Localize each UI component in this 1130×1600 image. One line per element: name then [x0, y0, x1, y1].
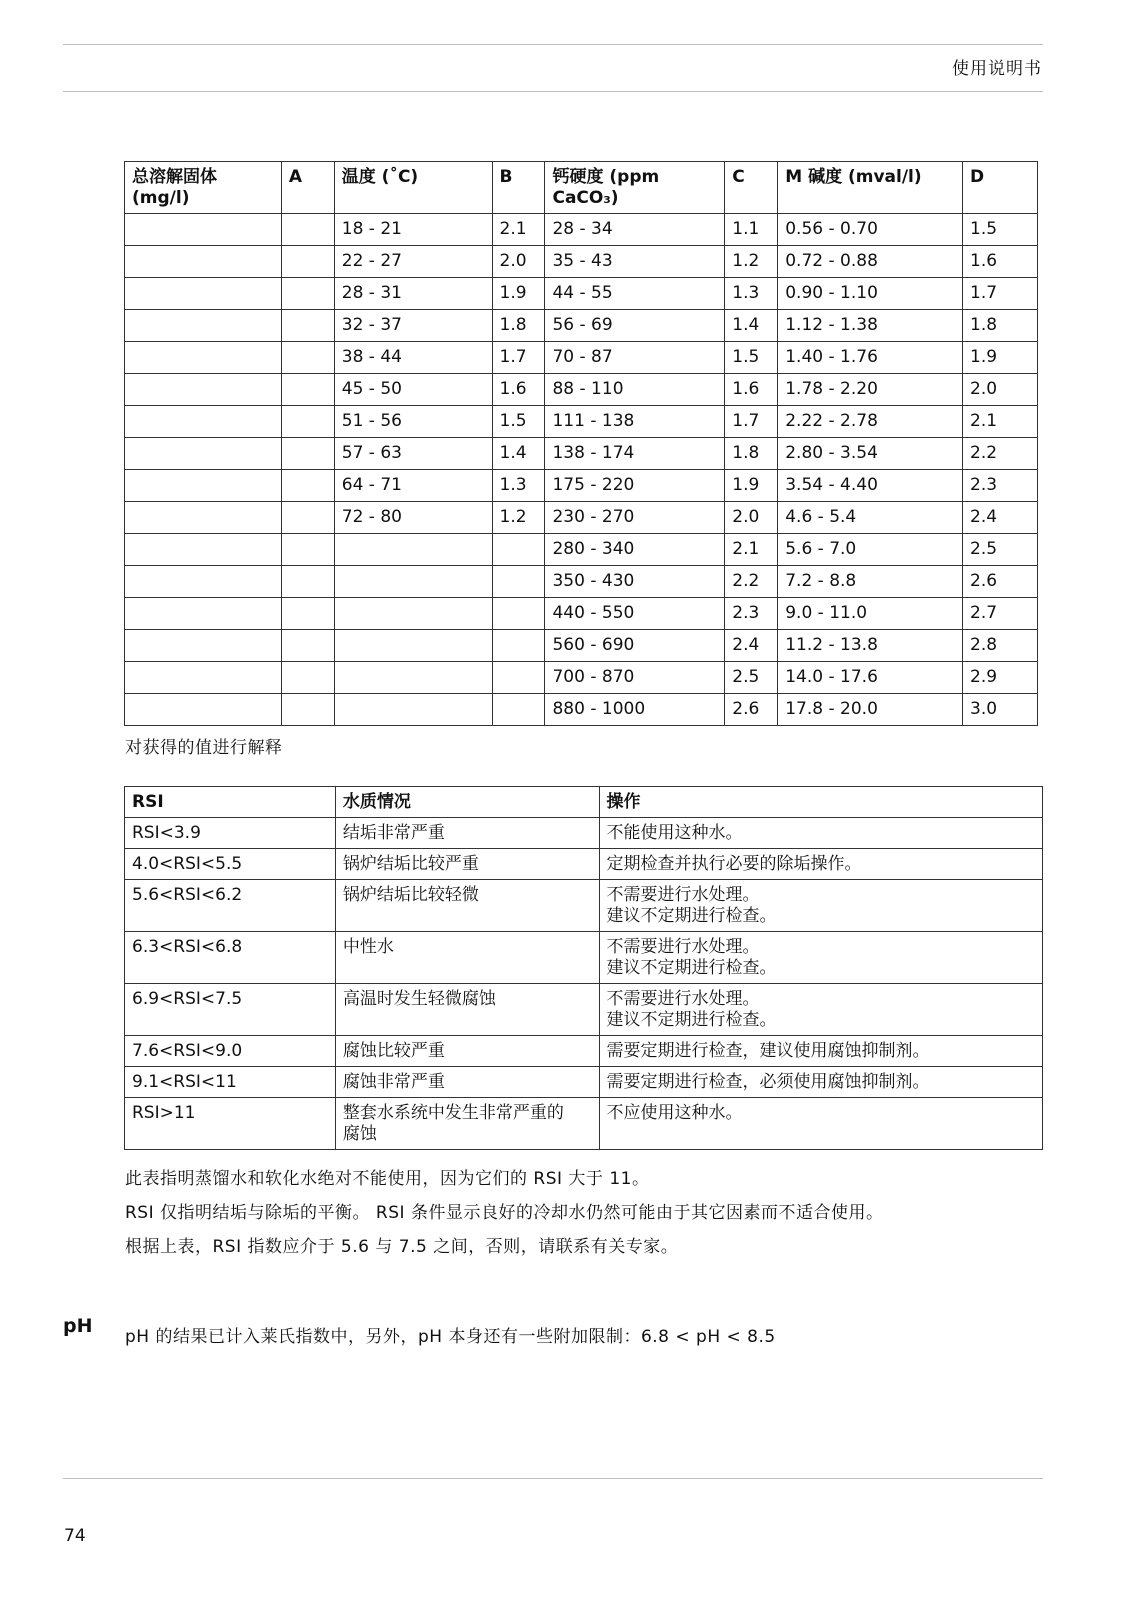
rsi-table-cell: 7.6<RSI<9.0 [125, 1036, 336, 1067]
rsi-table-cell: 不需要进行水处理。 建议不定期进行检查。 [599, 984, 1042, 1036]
rsi-table-row [125, 932, 1043, 984]
factor-table-cell: 1.2 [492, 502, 545, 534]
ph-heading: pH [63, 1315, 93, 1337]
factor-table-cell: 2.9 [963, 662, 1038, 694]
factor-table-cell: 0.72 - 0.88 [778, 246, 963, 278]
rsi-table-cell: RSI>11 [125, 1098, 336, 1150]
factor-table-cell: 2.2 [963, 438, 1038, 470]
factor-table-cell [334, 598, 492, 630]
factor-table-cell: 2.6 [725, 694, 778, 726]
factor-table-cell [125, 278, 282, 310]
rsi-table-cell: 需要定期进行检查，必须使用腐蚀抑制剂。 [599, 1067, 1042, 1098]
factor-table-cell [281, 278, 334, 310]
factor-table-cell: 1.4 [492, 438, 545, 470]
factor-table-cell: 880 - 1000 [545, 694, 725, 726]
factor-table-cell [281, 214, 334, 246]
factor-table-cell: 72 - 80 [334, 502, 492, 534]
factor-table-cell [281, 470, 334, 502]
rsi-table-cell: 锅炉结垢比较严重 [335, 849, 599, 880]
factor-table-cell [125, 662, 282, 694]
rsi-table-cell: 6.9<RSI<7.5 [125, 984, 336, 1036]
factor-table-cell: 51 - 56 [334, 406, 492, 438]
factor-table-cell [492, 598, 545, 630]
note-distilled-water: 此表指明蒸馏水和软化水绝对不能使用，因为它们的 RSI 大于 11。 [125, 1169, 650, 1189]
factor-table-row [125, 598, 1038, 630]
factor-table-cell: 138 - 174 [545, 438, 725, 470]
factor-table-cell: 45 - 50 [334, 374, 492, 406]
factor-table-row [125, 438, 1038, 470]
factor-table-cell: 2.0 [725, 502, 778, 534]
factor-table-cell: 111 - 138 [545, 406, 725, 438]
rsi-table-row [125, 984, 1043, 1036]
factor-table-cell [125, 630, 282, 662]
rsi-table-cell: 整套水系统中发生非常严重的 腐蚀 [335, 1098, 599, 1150]
factor-table-cell [492, 534, 545, 566]
rsi-table-cell: RSI<3.9 [125, 818, 336, 849]
factor-table-cell [281, 502, 334, 534]
factor-table-cell: 2.7 [963, 598, 1038, 630]
factor-table-cell: 280 - 340 [545, 534, 725, 566]
factor-table-cell: 2.5 [963, 534, 1038, 566]
page-number: 74 [64, 1526, 86, 1546]
factor-table-body [125, 214, 1038, 726]
factor-table-cell [125, 694, 282, 726]
rsi-table-cell: 9.1<RSI<11 [125, 1067, 336, 1098]
rsi-table-cell: 结垢非常严重 [335, 818, 599, 849]
rsi-interpretation-table [124, 786, 1043, 1150]
rsi-table-cell: 不需要进行水处理。 建议不定期进行检查。 [599, 932, 1042, 984]
factor-table-cell: 1.8 [725, 438, 778, 470]
note-rsi-range: 根据上表，RSI 指数应介于 5.6 与 7.5 之间，否则，请联系有关专家。 [125, 1237, 679, 1257]
factor-table-cell: 2.4 [725, 630, 778, 662]
factor-table-cell [125, 342, 282, 374]
factor-table-cell: 2.80 - 3.54 [778, 438, 963, 470]
rsi-table-cell: 高温时发生轻微腐蚀 [335, 984, 599, 1036]
factor-table-cell: 11.2 - 13.8 [778, 630, 963, 662]
rsi-table-header-cell: 水质情况 [335, 787, 599, 818]
factor-table-cell: 1.7 [725, 406, 778, 438]
factor-table-row [125, 534, 1038, 566]
rsi-table-row [125, 1036, 1043, 1067]
factor-table-cell: 3.0 [963, 694, 1038, 726]
factor-table-cell: 0.56 - 0.70 [778, 214, 963, 246]
factor-table-cell: 175 - 220 [545, 470, 725, 502]
factor-table-cell [334, 534, 492, 566]
factor-table-header-cell: 温度 (˚C) [334, 162, 492, 214]
factor-table-cell [334, 694, 492, 726]
factor-table-cell: 70 - 87 [545, 342, 725, 374]
factor-table-cell: 17.8 - 20.0 [778, 694, 963, 726]
factor-table-cell: 1.5 [492, 406, 545, 438]
factor-table-cell [281, 534, 334, 566]
factor-table [124, 161, 1038, 726]
factor-table-row [125, 662, 1038, 694]
factor-table-cell: 1.5 [963, 214, 1038, 246]
factor-table-cell [281, 406, 334, 438]
factor-table-row [125, 470, 1038, 502]
factor-table-cell: 2.22 - 2.78 [778, 406, 963, 438]
factor-table-row [125, 342, 1038, 374]
factor-table-header-cell: D [963, 162, 1038, 214]
ph-text: pH 的结果已计入莱氏指数中，另外，pH 本身还有一些附加限制：6.8 < pH < 8.5 [125, 1327, 776, 1347]
factor-table-cell: 1.78 - 2.20 [778, 374, 963, 406]
factor-table-cell: 57 - 63 [334, 438, 492, 470]
rsi-table-header-cell: RSI [125, 787, 336, 818]
factor-table-cell [492, 694, 545, 726]
rsi-table-cell: 6.3<RSI<6.8 [125, 932, 336, 984]
rsi-table-cell: 5.6<RSI<6.2 [125, 880, 336, 932]
note-rsi-balance: RSI 仅指明结垢与除垢的平衡。 RSI 条件显示良好的冷却水仍然可能由于其它因素而不适合使用。 [125, 1203, 884, 1223]
factor-table-cell: 1.1 [725, 214, 778, 246]
factor-table-cell: 2.3 [725, 598, 778, 630]
factor-table-cell [492, 630, 545, 662]
factor-table-cell: 2.8 [963, 630, 1038, 662]
factor-table-row [125, 246, 1038, 278]
factor-table-cell: 4.6 - 5.4 [778, 502, 963, 534]
factor-table-cell: 1.12 - 1.38 [778, 310, 963, 342]
factor-table-cell: 1.6 [725, 374, 778, 406]
factor-table-cell: 2.6 [963, 566, 1038, 598]
factor-table-cell [281, 694, 334, 726]
factor-table-row [125, 374, 1038, 406]
factor-table-cell: 2.2 [725, 566, 778, 598]
factor-table-cell: 1.9 [725, 470, 778, 502]
factor-table-cell [125, 598, 282, 630]
rsi-table-cell: 腐蚀比较严重 [335, 1036, 599, 1067]
factor-table-cell: 1.6 [492, 374, 545, 406]
factor-table-cell: 14.0 - 17.6 [778, 662, 963, 694]
footer-rule [63, 1478, 1043, 1479]
factor-table-cell: 2.1 [963, 406, 1038, 438]
factor-table-cell: 64 - 71 [334, 470, 492, 502]
rsi-table-row [125, 1098, 1043, 1150]
factor-table-cell: 3.54 - 4.40 [778, 470, 963, 502]
rsi-table-cell: 定期检查并执行必要的除垢操作。 [599, 849, 1042, 880]
header-bottom-rule [63, 91, 1043, 92]
rsi-table-cell: 不需要进行水处理。 建议不定期进行检查。 [599, 880, 1042, 932]
header-title: 使用说明书 [952, 59, 1042, 79]
factor-table-cell [125, 502, 282, 534]
factor-table-cell: 5.6 - 7.0 [778, 534, 963, 566]
factor-table-cell: 88 - 110 [545, 374, 725, 406]
factor-table-cell: 22 - 27 [334, 246, 492, 278]
rsi-table-row [125, 1067, 1043, 1098]
rsi-table-cell: 不应使用这种水。 [599, 1098, 1042, 1150]
factor-table-header-cell: B [492, 162, 545, 214]
factor-table-cell: 35 - 43 [545, 246, 725, 278]
factor-table-cell [125, 214, 282, 246]
factor-table-cell: 32 - 37 [334, 310, 492, 342]
factor-table-cell [334, 630, 492, 662]
factor-table-cell [125, 470, 282, 502]
factor-table-cell: 56 - 69 [545, 310, 725, 342]
factor-table-header-cell: A [281, 162, 334, 214]
factor-table-row [125, 630, 1038, 662]
factor-table-cell [334, 566, 492, 598]
factor-table-cell [125, 310, 282, 342]
factor-table-cell: 2.0 [492, 246, 545, 278]
factor-table-cell [125, 438, 282, 470]
factor-table-cell: 38 - 44 [334, 342, 492, 374]
factor-table-cell: 2.4 [963, 502, 1038, 534]
factor-table-cell: 1.8 [963, 310, 1038, 342]
factor-table-cell: 1.2 [725, 246, 778, 278]
factor-table-row [125, 214, 1038, 246]
factor-table-cell: 1.9 [492, 278, 545, 310]
factor-table-row [125, 406, 1038, 438]
factor-table-cell [281, 662, 334, 694]
factor-table-cell [125, 534, 282, 566]
factor-table-cell: 28 - 34 [545, 214, 725, 246]
header-top-rule [63, 44, 1043, 45]
factor-table-cell: 1.3 [492, 470, 545, 502]
factor-table-cell: 700 - 870 [545, 662, 725, 694]
factor-table-cell: 1.7 [492, 342, 545, 374]
factor-table-cell: 1.3 [725, 278, 778, 310]
rsi-table-row [125, 818, 1043, 849]
interpretation-label: 对获得的值进行解释 [125, 738, 283, 758]
rsi-table-cell: 锅炉结垢比较轻微 [335, 880, 599, 932]
rsi-table-cell: 腐蚀非常严重 [335, 1067, 599, 1098]
factor-table-cell [334, 662, 492, 694]
factor-table-cell: 2.3 [963, 470, 1038, 502]
factor-table-cell [125, 246, 282, 278]
factor-table-cell: 2.0 [963, 374, 1038, 406]
factor-table-cell: 440 - 550 [545, 598, 725, 630]
factor-table-cell: 230 - 270 [545, 502, 725, 534]
rsi-table-cell: 中性水 [335, 932, 599, 984]
factor-table-row [125, 566, 1038, 598]
rsi-table-row [125, 849, 1043, 880]
factor-table-cell [281, 598, 334, 630]
factor-table-header-row [125, 162, 1038, 214]
factor-table-cell: 9.0 - 11.0 [778, 598, 963, 630]
factor-table-cell: 1.6 [963, 246, 1038, 278]
factor-table-cell: 1.8 [492, 310, 545, 342]
factor-table-cell: 7.2 - 8.8 [778, 566, 963, 598]
factor-table-cell: 18 - 21 [334, 214, 492, 246]
factor-table-cell [281, 374, 334, 406]
rsi-table-header-cell: 操作 [599, 787, 1042, 818]
factor-table-cell: 560 - 690 [545, 630, 725, 662]
factor-table-cell [281, 630, 334, 662]
rsi-table-row [125, 880, 1043, 932]
rsi-table-header-row [125, 787, 1043, 818]
factor-table-cell: 44 - 55 [545, 278, 725, 310]
factor-table-cell [281, 342, 334, 374]
factor-table-cell [281, 438, 334, 470]
factor-table-cell [125, 406, 282, 438]
factor-table-cell: 0.90 - 1.10 [778, 278, 963, 310]
factor-table-row [125, 278, 1038, 310]
factor-table-cell: 1.40 - 1.76 [778, 342, 963, 374]
factor-table-cell: 350 - 430 [545, 566, 725, 598]
factor-table-cell: 1.7 [963, 278, 1038, 310]
factor-table-cell [492, 566, 545, 598]
factor-table-cell [492, 662, 545, 694]
factor-table-cell [125, 566, 282, 598]
factor-table-cell: 1.9 [963, 342, 1038, 374]
factor-table-header-cell: M 碱度 (mval/l) [778, 162, 963, 214]
rsi-table-cell: 需要定期进行检查，建议使用腐蚀抑制剂。 [599, 1036, 1042, 1067]
factor-table-cell [281, 246, 334, 278]
factor-table-cell [281, 310, 334, 342]
factor-table-cell: 1.5 [725, 342, 778, 374]
rsi-table-cell: 4.0<RSI<5.5 [125, 849, 336, 880]
factor-table-cell: 1.4 [725, 310, 778, 342]
factor-table-header-cell: 总溶解固体 (mg/l) [125, 162, 282, 214]
factor-table-header-cell: 钙硬度 (ppm CaCO₃) [545, 162, 725, 214]
rsi-table-body [125, 818, 1043, 1150]
rsi-table-cell: 不能使用这种水。 [599, 818, 1042, 849]
factor-table-header-cell: C [725, 162, 778, 214]
factor-table-cell: 2.5 [725, 662, 778, 694]
factor-table-row [125, 694, 1038, 726]
factor-table-row [125, 310, 1038, 342]
factor-table-cell: 2.1 [492, 214, 545, 246]
factor-table-cell: 28 - 31 [334, 278, 492, 310]
factor-table-cell [281, 566, 334, 598]
factor-table-cell [125, 374, 282, 406]
factor-table-cell: 2.1 [725, 534, 778, 566]
factor-table-row [125, 502, 1038, 534]
